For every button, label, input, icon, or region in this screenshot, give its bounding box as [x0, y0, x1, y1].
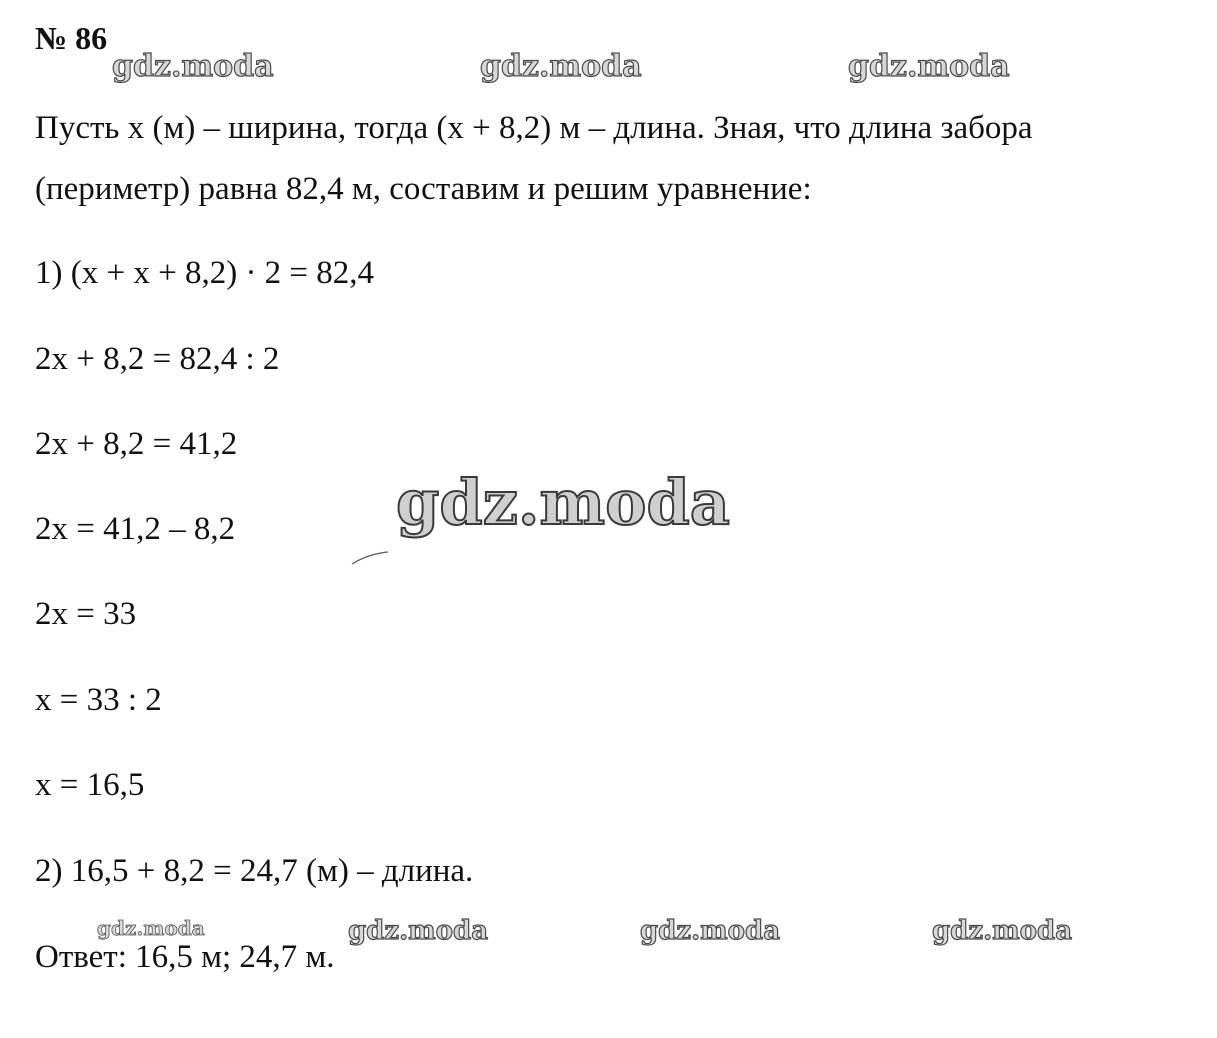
intro-line-2: (периметр) равна 82,4 м, составим и решим уравнение: [35, 171, 812, 207]
watermark-top-1: gdz.moda [112, 49, 274, 84]
step-2: 2x + 8,2 = 82,4 : 2 [35, 341, 280, 377]
intro-line-1: Пусть x (м) – ширина, тогда (x + 8,2) м – длина. Зная, что длина забора [35, 110, 1033, 146]
watermark-top-3: gdz.moda [848, 49, 1010, 84]
step-6: x = 33 : 2 [35, 682, 162, 718]
watermark-bottom-4: gdz.moda [932, 916, 1073, 946]
watermark-bottom-2: gdz.moda [348, 916, 489, 946]
watermark-bottom-1: gdz.moda [97, 916, 205, 940]
step-8: 2) 16,5 + 8,2 = 24,7 (м) – длина. [35, 853, 474, 889]
answer: Ответ: 16,5 м; 24,7 м. [35, 939, 335, 975]
problem-number: № 86 [35, 20, 108, 56]
step-3: 2x + 8,2 = 41,2 [35, 426, 238, 462]
watermark-top-2: gdz.moda [480, 49, 642, 84]
watermark-center: gdz.moda [396, 466, 730, 539]
watermark-bottom-3: gdz.moda [640, 916, 781, 946]
step-4: 2x = 41,2 – 8,2 [35, 511, 236, 547]
step-5: 2x = 33 [35, 596, 137, 632]
pen-stroke-mark [350, 548, 390, 568]
step-1: 1) (x + x + 8,2) · 2 = 82,4 [35, 255, 375, 291]
step-7: x = 16,5 [35, 767, 145, 803]
